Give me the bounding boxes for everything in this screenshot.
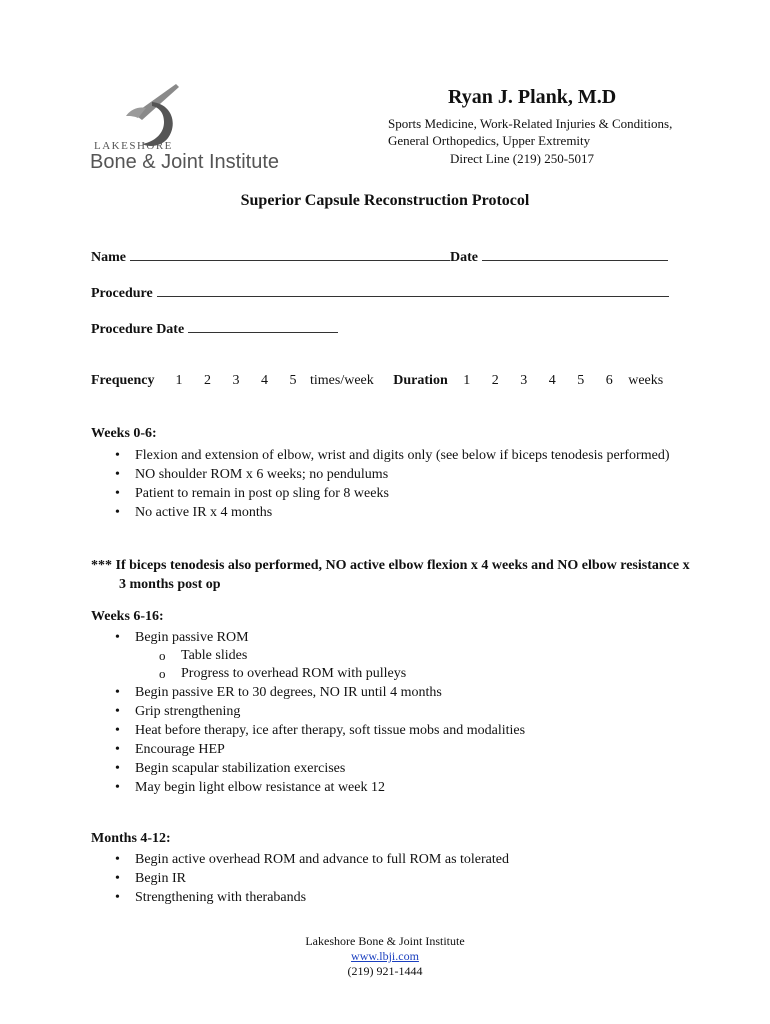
list-item: • Strengthening with therabands xyxy=(91,888,691,907)
list-item: • May begin light elbow resistance at week 12 xyxy=(91,778,691,797)
frequency-option[interactable]: 4 xyxy=(261,373,269,388)
procedure-field[interactable] xyxy=(157,284,669,297)
name-label: Name xyxy=(91,250,126,265)
list-item: • Patient to remain in post op sling for 8 weeks xyxy=(91,484,671,503)
procedure-date-field[interactable] xyxy=(188,320,338,333)
name-field[interactable] xyxy=(130,248,450,261)
list-item: • Begin scapular stabilization exercises xyxy=(91,759,691,778)
list-item xyxy=(91,628,691,683)
list-item: • Grip strengthening xyxy=(91,702,691,721)
months-4-12-list xyxy=(91,850,691,907)
specialties xyxy=(388,115,672,149)
doctor-name: Ryan J. Plank, M.D xyxy=(448,86,617,108)
duration-label: Duration xyxy=(393,373,448,388)
warning-text: *** If biceps tenodesis also performed, NO active elbow flexion x 4 weeks and NO elbow resistance x 3 months post op xyxy=(91,558,690,592)
procedure-field-row xyxy=(91,284,669,302)
list-item-label: Begin passive ROM xyxy=(135,630,249,645)
frequency-label: Frequency xyxy=(91,373,155,388)
logo-big-text: Bone & Joint Institute xyxy=(90,151,280,173)
duration-option[interactable]: 2 xyxy=(491,373,499,388)
months-4-12-heading: Months 4-12: xyxy=(91,831,171,846)
specialties-line-2: General Orthopedics, Upper Extremity xyxy=(388,133,591,148)
date-label: Date xyxy=(450,250,478,265)
list-item: • Begin passive ER to 30 degrees, NO IR until 4 months xyxy=(91,683,691,702)
biceps-tenodesis-warning xyxy=(91,556,691,594)
procedure-date-label: Procedure Date xyxy=(91,322,185,337)
duration-option[interactable]: 4 xyxy=(548,373,556,388)
weeks-6-16-heading: Weeks 6-16: xyxy=(91,609,164,624)
list-item: • Begin IR xyxy=(91,869,691,888)
list-item: • Begin active overhead ROM and advance to full ROM as tolerated xyxy=(91,850,691,869)
footer xyxy=(0,934,770,979)
logo-small-text: LAKESHORE xyxy=(94,140,173,152)
sub-list xyxy=(135,647,691,683)
specialties-line-1: Sports Medicine, Work-Related Injuries & Conditions, xyxy=(388,116,673,131)
list-item: • Flexion and extension of elbow, wrist and digits only (see below if biceps tenodesis performed) xyxy=(91,446,671,465)
frequency-option[interactable]: 5 xyxy=(289,373,297,388)
duration-unit: weeks xyxy=(628,373,664,388)
weeks-6-16-list xyxy=(91,628,691,797)
logo xyxy=(88,80,308,180)
weeks-0-6-list xyxy=(91,446,671,522)
frequency-option[interactable]: 2 xyxy=(204,373,212,388)
list-item: • No active IR x 4 months xyxy=(91,503,671,522)
sub-list-item: o Progress to overhead ROM with pulleys xyxy=(135,665,691,683)
frequency-option[interactable]: 3 xyxy=(232,373,240,388)
list-item: • Heat before therapy, ice after therapy, soft tissue mobs and modalities xyxy=(91,721,691,740)
footer-phone: (219) 921-1444 xyxy=(347,964,423,978)
footer-org: Lakeshore Bone & Joint Institute xyxy=(305,934,465,948)
duration-option[interactable]: 5 xyxy=(577,373,585,388)
list-item: • NO shoulder ROM x 6 weeks; no pendulums xyxy=(91,465,671,484)
duration-option[interactable]: 3 xyxy=(520,373,528,388)
document-title: Superior Capsule Reconstruction Protocol xyxy=(240,192,530,209)
duration-option[interactable]: 1 xyxy=(463,373,471,388)
date-field[interactable] xyxy=(482,248,668,261)
direct-line: Direct Line (219) 250-5017 xyxy=(450,151,595,166)
duration-option[interactable]: 6 xyxy=(605,373,613,388)
frequency-option[interactable]: 1 xyxy=(175,373,183,388)
name-field-row xyxy=(91,248,668,266)
frequency-duration-row xyxy=(91,373,663,389)
sub-list-item: o Table slides xyxy=(135,647,691,665)
list-item: • Encourage HEP xyxy=(91,740,691,759)
footer-website-link[interactable]: www.lbji.com xyxy=(351,949,419,963)
procedure-label: Procedure xyxy=(91,286,153,301)
frequency-unit: times/week xyxy=(310,373,374,388)
weeks-0-6-heading: Weeks 0-6: xyxy=(91,426,157,441)
procedure-date-field-row xyxy=(91,320,338,338)
